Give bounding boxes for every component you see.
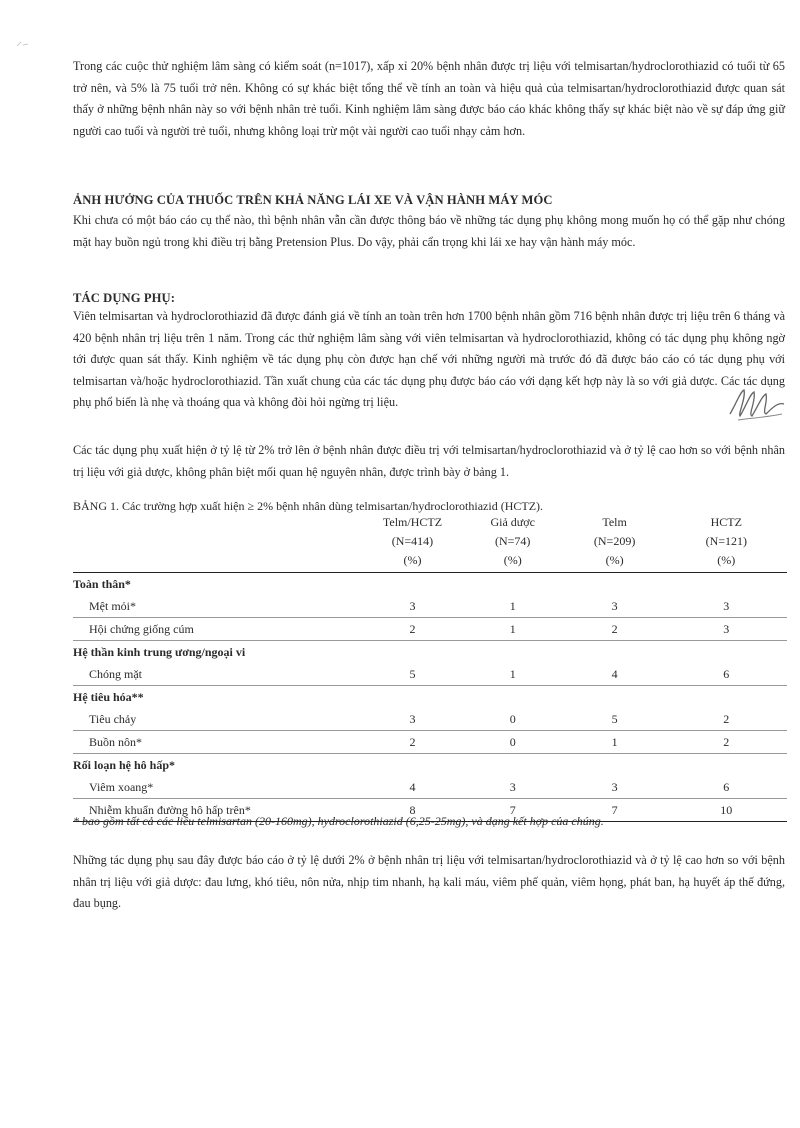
cell-value: 3 — [666, 595, 787, 618]
cell-value: 2 — [666, 731, 787, 754]
row-label: Viêm xoang* — [73, 776, 363, 799]
group-label: Toàn thân* — [73, 573, 787, 596]
adverse-events-table — [73, 515, 787, 822]
cell-value: 4 — [363, 776, 462, 799]
cell-value: 6 — [666, 776, 787, 799]
cell-value: 10 — [666, 799, 787, 822]
driving-paragraph: Khi chưa có một báo cáo cụ thể nào, thì bệnh nhân vẫn cần được thông báo về những tác dụng phụ không mong muốn họ có thể gặp như chóng mặt hay buồn ngủ trong khi điều trị bằng Pretension Plus. Do vậy, phải cẩn trọng khi lái xe hay vận hành máy móc. — [73, 213, 785, 249]
cell-value: 1 — [462, 618, 564, 641]
group-label: Hệ tiêu hóa** — [73, 686, 787, 709]
minor-effects-paragraph: Những tác dụng phụ sau đây được báo cáo ở tỷ lệ dưới 2% ở bệnh nhân trị liệu với telmisartan/hydroclorothiazid và ở tỷ lệ cao hơn so với bệnh nhân trị liệu với giả dược: đau lưng, khó tiêu, nôn nửa, nhịp tim nhanh, hạ kali máu, viêm phế quản, viêm họng, phát ban, hạ huyết áp thế đứng, đau bụng. — [73, 853, 785, 910]
group-label: Rối loạn hệ hô hấp* — [73, 754, 787, 777]
row-label: Nhiễm khuẩn đường hô hấp trên* — [73, 799, 363, 822]
row-label: Tiêu chảy — [73, 708, 363, 731]
scan-mark-icon — [16, 40, 30, 48]
row-label: Chóng mặt — [73, 663, 363, 686]
cell-value: 8 — [363, 799, 462, 822]
table-group-row — [73, 573, 787, 596]
table-header-row — [73, 553, 787, 573]
cell-value: 1 — [462, 663, 564, 686]
cell-value: 4 — [564, 663, 666, 686]
cell-value: 1 — [564, 731, 666, 754]
cell-value: 3 — [564, 776, 666, 799]
table-intro-paragraph: Các tác dụng phụ xuất hiện ở tỷ lệ từ 2% trở lên ở bệnh nhân được điều trị với telmisartan/hydroclorothiazid và ở tỷ lệ cao hơn so với bệnh nhân trị liệu với giả dược, không phân biệt mối quan hệ nguyên nhân, được trình bày ở bảng 1. — [73, 443, 785, 479]
column-unit: (%) — [503, 553, 522, 567]
cell-value: 7 — [462, 799, 564, 822]
table-group-row — [73, 686, 787, 709]
row-label: Mệt mỏi* — [73, 595, 363, 618]
cell-value: 1 — [462, 595, 564, 618]
table-group-row — [73, 641, 787, 664]
column-header: Telm/HCTZ — [382, 515, 443, 529]
column-n: (N=74) — [494, 534, 531, 548]
cell-value: 0 — [462, 731, 564, 754]
cell-value: 5 — [363, 663, 462, 686]
table-header-row — [73, 515, 787, 534]
table-row — [73, 595, 787, 618]
column-n: (N=209) — [593, 534, 636, 548]
cell-value: 0 — [462, 708, 564, 731]
elderly-paragraph: Trong các cuộc thử nghiệm lâm sàng có kiểm soát (n=1017), xấp xỉ 20% bệnh nhân được trị liệu với telmisartan/hydroclorothiazid có tuổi từ 65 trở nên, và 5% là 75 tuổi trở nên. Không có sự khác biệt tổng thể về tính an toàn và hiệu quả của telmisartan/hydroclorothiazid được quan sát thấy ở những bệnh nhân này so với bệnh nhân trẻ tuổi. Kinh nghiệm lâm sàng được báo cáo khác không thấy sự khác biệt nào về sự đáp ứng giữ người cao tuổi và người trẻ tuổi, nhưng không loại trừ một vài người cao tuổi nhạy cảm hơn. — [73, 59, 785, 138]
table-header-row — [73, 534, 787, 553]
driving-heading: ẢNH HƯỞNG CỦA THUỐC TRÊN KHẢ NĂNG LÁI XE VÀ VẬN HÀNH MÁY MÓC — [73, 193, 553, 207]
column-n: (N=414) — [391, 534, 434, 548]
group-label: Hệ thần kinh trung ương/ngoại vi — [73, 641, 787, 664]
side-effects-paragraph: Viên telmisartan và hydroclorothiazid đã được đánh giá về tính an toàn trên hơn 1700 bệnh nhân gồm 716 bệnh nhân được trị liệu trên 6 tháng và 420 bệnh nhân trị liệu trên 1 năm. Trong các thử nghiệm lâm sàng với viên telmisartan và hydroclorothiazid, không có tác dụng phụ không ngờ tới được quan sát thấy. Kinh nghiệm về tác dụng phụ còn được hạn chế với những người mà trước đó đã được báo cáo có tác dụng phụ với telmisartan và/hoặc hydroclorothiazid. Tần xuất chung của các tác dụng phụ được báo cáo với dạng kết hợp này là so với giả dược. Các tác dụng phụ phổ biến là nhẹ và thoáng qua và không đòi hỏi ngừng trị liệu. — [73, 309, 785, 409]
table-caption: BẢNG 1. Các trường hợp xuất hiện ≥ 2% bệnh nhân dùng telmisartan/hydroclorothiazid (HCTZ). — [73, 499, 544, 513]
cell-value: 2 — [363, 618, 462, 641]
cell-value: 2 — [363, 731, 462, 754]
table-row — [73, 776, 787, 799]
column-unit: (%) — [403, 553, 422, 567]
cell-value: 3 — [564, 595, 666, 618]
cell-value: 2 — [666, 708, 787, 731]
column-n: (N=121) — [705, 534, 748, 548]
table-row — [73, 618, 787, 641]
cell-value: 5 — [564, 708, 666, 731]
cell-value: 3 — [363, 595, 462, 618]
row-label: Hội chứng giống cúm — [73, 618, 363, 641]
cell-value: 7 — [564, 799, 666, 822]
cell-value: 2 — [564, 618, 666, 641]
cell-value: 3 — [462, 776, 564, 799]
table-footnote: * bao gồm tất cả các liều telmisartan (20-160mg), hydroclorothiazid (6,25-25mg), và dạng kết hợp của chúng. — [73, 814, 604, 828]
table-row — [73, 708, 787, 731]
column-unit: (%) — [717, 553, 736, 567]
column-header: HCTZ — [710, 515, 742, 529]
side-effects-heading: TÁC DỤNG PHỤ: — [73, 291, 176, 305]
table-group-row — [73, 754, 787, 777]
table-row — [73, 731, 787, 754]
column-header: Giả dược — [490, 515, 535, 529]
row-label: Buồn nôn* — [73, 731, 363, 754]
table-row — [73, 663, 787, 686]
signature-icon — [724, 384, 788, 426]
column-unit: (%) — [605, 553, 624, 567]
column-header: Telm — [602, 515, 627, 529]
cell-value: 6 — [666, 663, 787, 686]
cell-value: 3 — [363, 708, 462, 731]
cell-value: 3 — [666, 618, 787, 641]
